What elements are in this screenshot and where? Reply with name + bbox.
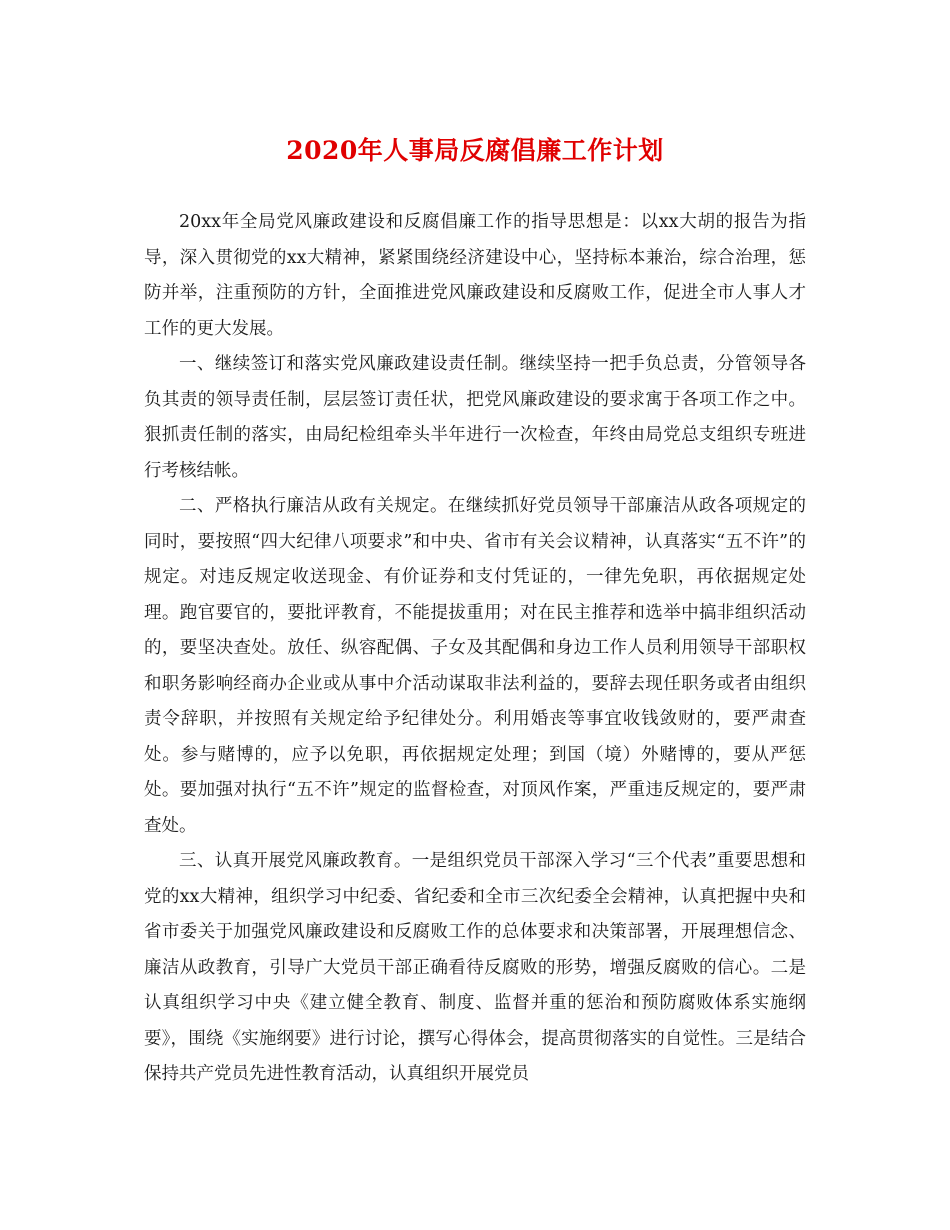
paragraph-intro: 20xx年全局党风廉政建设和反腐倡廉工作的指导思想是：以xx大胡的报告为指导，深入贯彻党的xx大精神，紧紧围绕经济建设中心，坚持标本兼治，综合治理，惩防并举，注重预防的方针，全面推进党风廉政建设和反腐败工作，促进全市人事人才工作的更大发展。 <box>144 212 806 339</box>
document-body <box>144 205 806 1093</box>
paragraph-section-1: 一、继续签订和落实党风廉政建设责任制。继续坚持一把手负总责，分管领导各负其责的领导责任制，层层签订责任状，把党风廉政建设的要求寓于各项工作之中。狠抓责任制的落实，由局纪检组牵头半年进行一次检查，年终由局党总支组织专班进行考核结帐。 <box>144 354 806 481</box>
paragraph-section-2: 二、严格执行廉洁从政有关规定。在继续抓好党员领导干部廉洁从政各项规定的同时，要按照“四大纪律八项要求”和中央、省市有关会议精神，认真落实“五不许”的规定。对违反规定收送现金、有价证券和支付凭证的，一律先免职，再依据规定处理。跑官要官的，要批评教育，不能提拔重用；对在民主推荐和选举中搞非组织活动的，要坚决查处。放任、纵容配偶、子女及其配偶和身边工作人员利用领导干部职权和职务影响经商办企业或从事中介活动谋取非法利益的，要辞去现任职务或者由组织责令辞职，并按照有关规定给予纪律处分。利用婚丧等事宜收钱敛财的，要严肃查处。参与赌博的，应予以免职，再依据规定处理；到国（境）外赌博的，要从严惩处。要加强对执行“五不许”规定的监督检查，对顶风作案，严重违反规定的，要严肃查处。 <box>144 496 806 836</box>
paragraph-section-3: 三、认真开展党风廉政教育。一是组织党员干部深入学习“三个代表”重要思想和党的xx大精神，组织学习中纪委、省纪委和全市三次纪委全会精神，认真把握中央和省市委关于加强党风廉政建设和反腐败工作的总体要求和决策部署，开展理想信念、廉洁从政教育，引导广大党员干部正确看待反腐败的形势，增强反腐败的信心。二是认真组织学习中央《建立健全教育、制度、监督并重的惩治和预防腐败体系实施纲要》，围绕《实施纲要》进行讨论，撰写心得体会，提高贯彻落实的自觉性。三是结合保持共产党员先进性教育活动，认真组织开展党员 <box>144 851 806 1084</box>
document-title: 2020年人事局反腐倡廉工作计划 <box>286 136 664 165</box>
